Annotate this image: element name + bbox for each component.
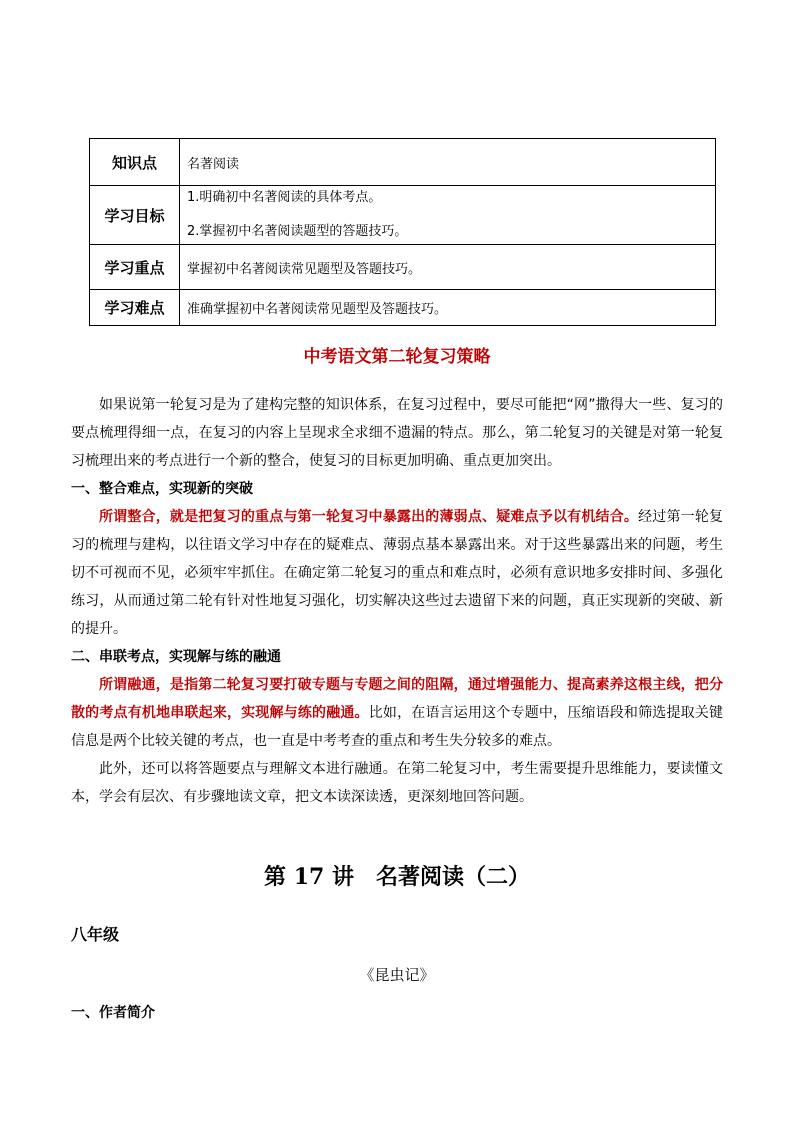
book-title: 《昆虫记》 bbox=[359, 966, 435, 984]
goal-line-1: 1.明确初中名著阅读的具体考点。 bbox=[187, 190, 382, 205]
author-heading: 一、作者简介 bbox=[71, 1005, 155, 1021]
table-row bbox=[90, 139, 716, 186]
strategy-title: 中考语文第二轮复习策略 bbox=[303, 347, 491, 367]
section-1-heading: 一、整合难点，实现新的突破 bbox=[71, 481, 253, 497]
intro-paragraph: 如果说第一轮复习是为了建构完整的知识体系，在复习过程中，要尽可能把“网”撒得大一些、复习的要点梳理得细一点，在复习的内容上呈现求全求细不遗漏的特点。那么，第二轮复习的关键是对第一轮复习梳理出来的考点进行一个新的整合，使复习的目标更加明确、重点更加突出。 bbox=[71, 397, 723, 469]
goal-line-2: 2.掌握初中名著阅读题型的答题技巧。 bbox=[187, 224, 408, 239]
lesson-info-table bbox=[89, 138, 716, 326]
row-content-focus: 掌握初中名著阅读常见题型及答题技巧。 bbox=[180, 245, 716, 290]
table-row bbox=[90, 245, 716, 290]
row-content-knowledge: 名著阅读 bbox=[180, 139, 716, 186]
strategy-body bbox=[71, 391, 723, 811]
section-1-text: 经过第一轮复习的梳理与建构，以往语文学习中存在的疑难点、薄弱点基本暴露出来。对于这些暴露出来的问题，考生切不可视而不见，必须牢牢抓住。在确定第二轮复习的重点和难点时，必须有意识地多安排时间、多强化练习，从而通过第二轮有针对性地复习强化，切实解决这些过去遗留下来的问题，真正实现新的突破、新的提升。 bbox=[71, 509, 724, 637]
row-label-difficulty: 学习难点 bbox=[90, 290, 180, 326]
row-label-focus: 学习重点 bbox=[90, 245, 180, 290]
table-row bbox=[90, 186, 716, 245]
section-2-paragraph-2: 此外，还可以将答题要点与理解文本进行融通。在第二轮复习中，考生需要提升思维能力，要读懂文本，学会有层次、有步骤地读文章，把文本读深读透，更深刻地回答问题。 bbox=[71, 761, 723, 805]
grade-heading: 八年级 bbox=[71, 925, 120, 944]
row-label-knowledge: 知识点 bbox=[90, 139, 180, 186]
section-1-highlight: 所谓整合，就是把复习的重点与第一轮复习中暴露出的薄弱点、疑难点予以有机结合。 bbox=[99, 509, 639, 525]
row-content-difficulty: 准确掌握初中名著阅读常见题型及答题技巧。 bbox=[180, 290, 716, 326]
row-label-goals: 学习目标 bbox=[90, 186, 180, 245]
section-1-paragraph bbox=[71, 503, 723, 643]
lecture-title: 第 17 讲 名著阅读（二） bbox=[264, 864, 530, 890]
table-row bbox=[90, 290, 716, 326]
section-2-heading: 二、串联考点，实现解与练的融通 bbox=[71, 649, 281, 665]
section-2-highlight: 所谓融通，是指第二轮复习要打破专题与专题之间的阻隔，通过增强能力、提高素养这根主线，把分散的考点有机地串联起来，实现解与练的融通。 bbox=[71, 677, 723, 721]
row-content-goals bbox=[180, 186, 716, 245]
section-2-text: 比如，在语言运用这个专题中，压缩语段和筛选提取关键信息是两个比较关键的考点，也一直是中考考查的重点和考生失分较多的难点。 bbox=[71, 705, 723, 749]
section-2-paragraph bbox=[71, 671, 723, 755]
